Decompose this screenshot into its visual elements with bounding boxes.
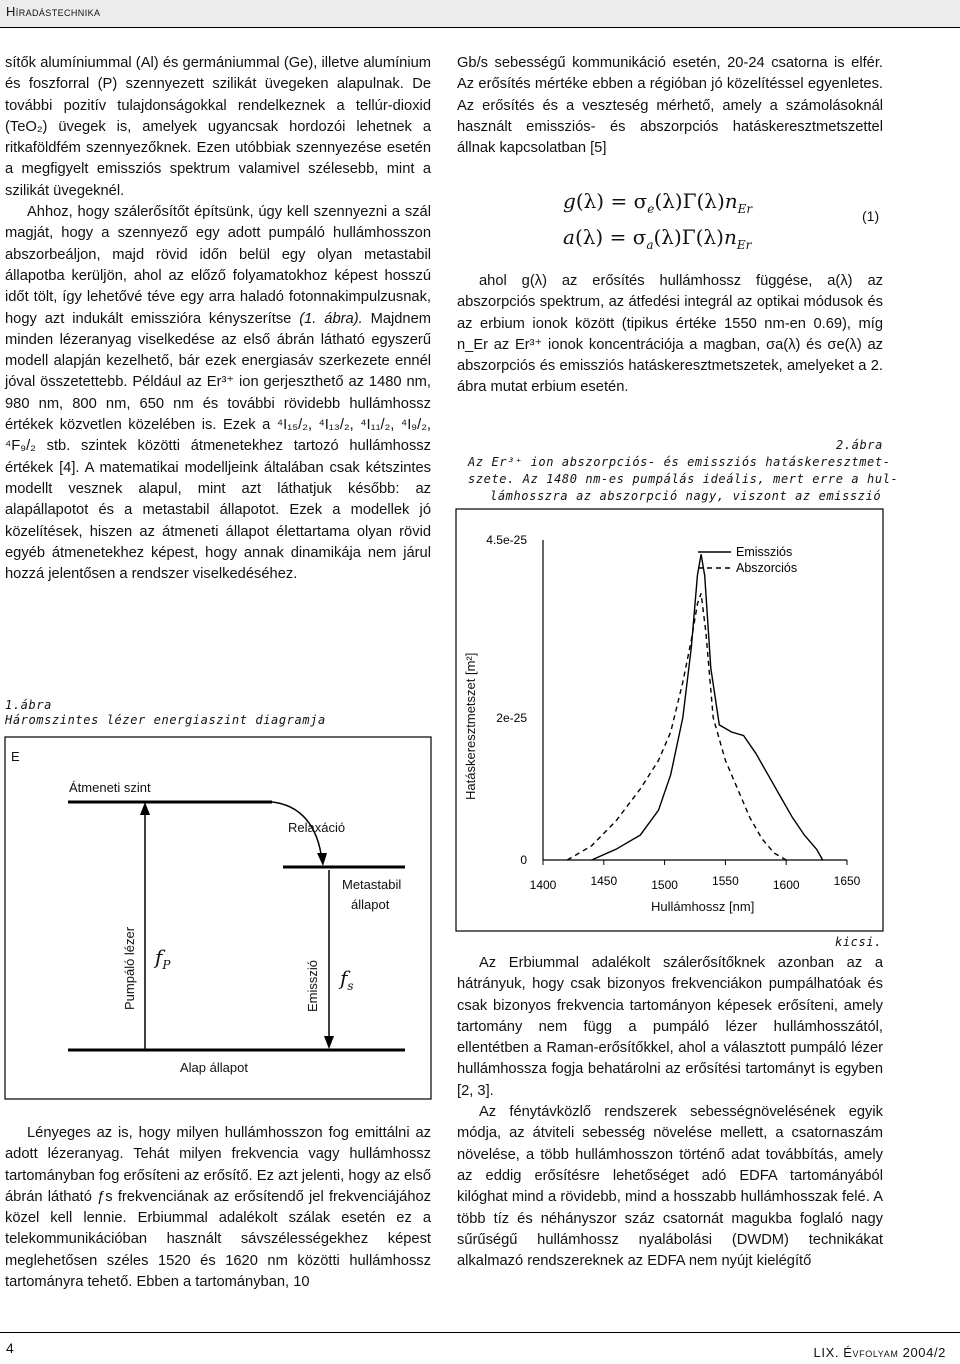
right-column-bottom [457,953,883,1272]
relaxation-label: Relaxáció [288,820,346,835]
figure-1-caption: Háromszintes lézer energiaszint diagramja [5,713,326,727]
figure-2-number: 2.ábra [836,438,883,452]
chart-x-tick-label: 1400 [529,878,557,892]
right-column-middle [457,271,883,399]
equation-absorption: $a(\lambda) = \sigma_a(\lambda)\Gamma(\lambda)n_{Er}$ [563,225,752,252]
energy-axis-label: E [11,749,20,764]
left-paragraph-2-text: Ahhoz, hogy szálerősítőt építsünk, úgy kell szennyezni a szál magját, hogy a szennyező egy adott pumpáló hullámhosszon abszorbeáljon, majd rövid időn belül egy olyan metastabil állapotba kerüljön, ahol az előző folyamatokhoz képest hosszú időt tölt, így lehetővé téve egy arra haladó fotonnakimpulzusnak, hogy azt indukált emisszióra kényszerítse [5,204,431,327]
legend-label-1: Emissziós [736,545,793,559]
pump-frequency-symbol: f [155,945,163,969]
chart-series-2-line [567,593,786,860]
signal-frequency-subscript: s [347,979,354,993]
left-paragraph-3: Lényeges az is, hogy milyen hullámhosszon fog emittálni az adott lézeranyag. Tehát milyen frekvencia vagy hullámhossz tartományban fog erősíteni az erősítő. Ez azt jelenti, hogy az első ábrán látható ƒs frekvenciának az erősítendő jel frekvenciájához közel kell lennie. Erbiummal adalékolt szálak esetén ez a telekommunikációban használt sávszélességekhez képest meglehetősen széles 1520 és 1620 nm közötti hullámhossz tartományra tehető. Ebben a tartományban, 10 [5,1125,431,1291]
figure-2-caption-2: szete. Az 1480 nm-es pumpálás ideális, mert erre a hul- [468,472,899,486]
figure-2-caption-tail: kicsi. [835,935,882,949]
chart-x-tick-label: 1450 [590,874,618,888]
emission-label: Emisszió [305,959,320,1012]
energy-level-diagram [0,735,440,1105]
metastable-label-2: állapot [351,897,390,912]
equation-number: (1) [862,208,880,224]
figure-1-reference: (1. ábra). [291,310,363,327]
ground-level-label: Alap állapot [180,1060,248,1075]
figure-2-caption-1: Az Er³⁺ ion abszorpciós- és emissziós hatáskeresztmet- [468,455,891,469]
pump-laser-label: Pumpáló lézer [122,926,137,1010]
chart-y-tick-label: 4.5e-25 [486,533,527,547]
chart-series-1-line [592,554,823,860]
figure-2-caption-3: lámhosszra az abszorpció nagy, viszont az emisszió [490,489,882,503]
right-paragraph-2: ahol g(λ) az erősítés hullámhossz függése, a(λ) az abszorpciós spektrum, az átfedési integrál az optikai módusok és az erbium ionok között (tipikus értéke 1550 nm-en 0.69), míg n_Er az Er³⁺ ionok koncentrációja a magban, σa(λ) és σe(λ) az abszorpciós és emissziós hatáskeresztmetszetek, amelyeket a 2. ábra mutat erbium esetén. [457,273,883,396]
page-number: 4 [6,1340,14,1356]
pump-arrowhead [140,802,150,815]
right-paragraph-3: Az Erbiummal adalékolt szálerősítőknek azonban az a hátrányuk, hogy csak bizonyos frekvenciákon pumpálhatóak és csak bizonyos frekvencia tartományon képesek erősíteni, amely tartomány nem függ a pumpáló lézer hullámhosszától, ellentétben a Raman-erősítőkkel, ahol a választott pumpáló lézer hullámhossza fogja behatárolni az erősítési tartományt is egyben [2, 3]. [457,955,883,1099]
chart-x-tick-label: 1500 [651,878,678,892]
left-column-bottom [5,1123,431,1293]
running-header-title: Híradástechnika [6,4,101,19]
left-paragraph-2-continued: Majdnem minden lézeranyag viselkedése az első ábrán látható egyszerű modell alapján kezelhető, bár ezek energiasáv szerkezete ennél jóval összetettebb. Például az Er³⁺ ion gerjeszthető az 1480 nm, 980 nm, 800 nm, 650 nm és további rövidebb hullámhossz értékek közvetlen közelében is. Ezek a ⁴I₁₅/₂, ⁴I₁₃/₂, ⁴I₁₁/₂, ⁴I₉/₂, ⁴F₉/₂ stb. szintek közötti átmenetekhez tartozó hullámhossz értékek [4]. A matematikai modelljeink általában csak kétszintes modellt vesznek alapul, mint azt láthatjuk később: az alapállapotot és a metastabil állapotot. Ezek a modellek jó közelítések, hiszen az átmeneti állapot élettartama olyan rövid egyéb átmenetekhez képest, hogy annak dinamikája nem járul hozzá jelentősen a rendszer viselkedéséhez. [5,310,431,583]
emission-arrowhead [324,1036,334,1049]
legend-label-2: Abszorciós [736,561,798,575]
right-paragraph-1: Gb/s sebességű kommunikáció esetén, 20-24 csatorna is elfér. Az erősítés mértéke ebben a régióban jó közelítéssel egyenletes. Az erősítés és a veszteség mérhető, amely a számolásoknál használt emissziós- és abszorpciós hatáskeresztmetszettel állnak kapcsolatban [5] [457,55,883,157]
chart-x-tick-label: 1550 [712,874,739,888]
running-header-bar [0,0,960,27]
chart-x-tick-label: 1650 [833,874,861,888]
left-column [5,53,431,585]
chart-x-axis-label: Hullámhossz [nm] [651,899,755,914]
chart-x-tick-label: 1600 [772,878,800,892]
pump-frequency-label [155,945,170,972]
left-paragraph-2 [5,202,431,585]
relaxation-arrowhead [317,853,327,866]
signal-frequency-label [340,966,354,993]
right-paragraph-4: Az fénytávközlő rendszerek sebességnövelésének egyik módja, az átviteli sebesség növelése mellett, a csatornaszám növelése, a több hullámhosszon történő adat továbbítás, amely az eddig erősítésre lehetőséget adó EDFA tartományából kilóghat mind a rövidebb, mind a hosszabb hullámhosszak felé. A több tíz és néhányszor száz csatornát magukba foglaló nagy sűrűségű hullámhossz nyalábolási (DWDM) technikákat alkalmazó rendszereknek az EDFA nem nyújt kielégítő [457,1104,883,1270]
left-paragraph-1: sítők alumíniummal (Al) és germániummal (Ge), illetve alumínium és foszforral (P) szennyezett szilikát üvegeken alapulnak. De további pozitív tulajdonságokkal rendelkeznek a tellúr-dioxid (TeO₂) üvegek is, amelyek ugyancsak hordozói lehetnek a ritkaföldfém szennyezőknek. Ezen utóbbiak szennyezése esetén a megfigyelt emissziós spektrum valamivel szélesebb, mint a szilikát üvegeknél. [5,55,431,199]
right-column-top [457,53,883,159]
signal-frequency-symbol: f [340,966,348,990]
chart-y-tick-label: 0 [520,853,527,867]
cross-section-chart [455,508,885,933]
chart-y-axis-label: Hatáskeresztmetszet [m²] [463,652,478,800]
header-rule [0,27,960,28]
figure-1-number: 1.ábra [5,698,52,712]
metastable-label: Metastabil [342,877,402,892]
equation-gain: $g(\lambda) = \sigma_e(\lambda)\Gamma(\lambda)n_{Er}$ [563,189,753,216]
pump-frequency-subscript: P [162,958,171,972]
transition-level-label: Átmeneti szint [69,780,151,795]
chart-y-tick-label: 2e-25 [496,710,527,725]
volume-label: LIX. Évfolyam 2004/2 [813,1345,946,1360]
footer-rule [0,1332,960,1333]
